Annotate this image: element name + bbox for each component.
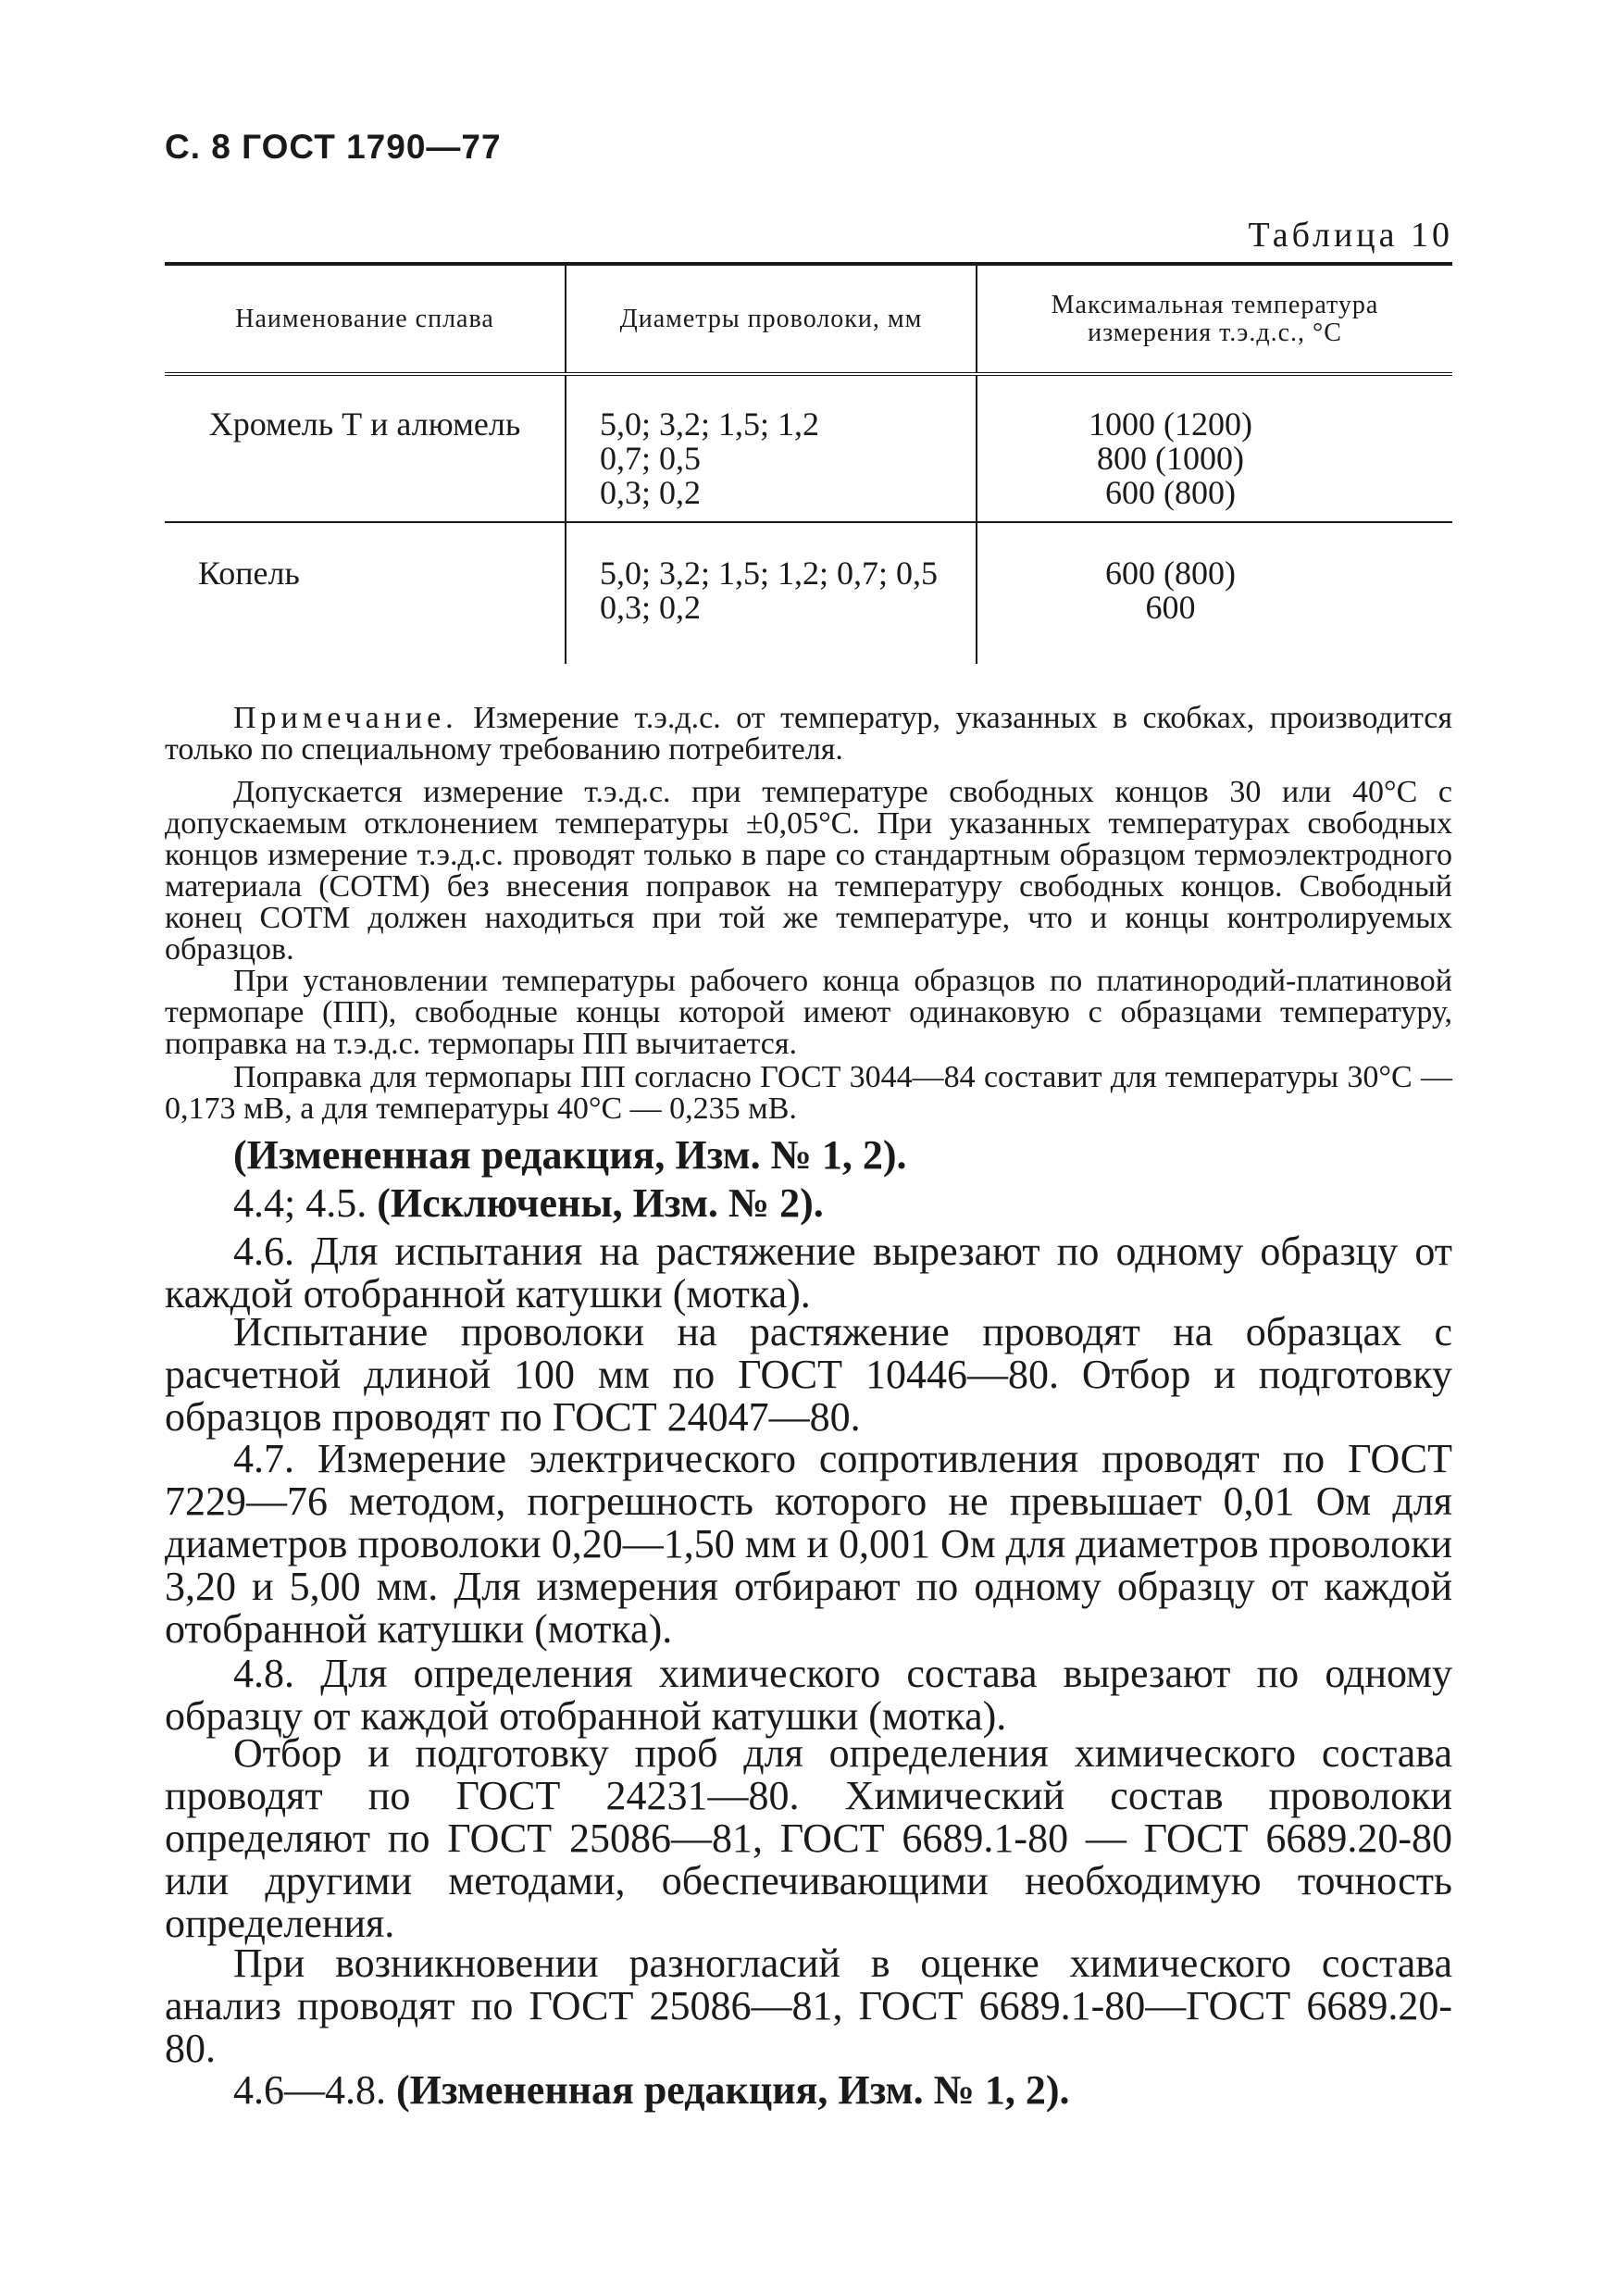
diameter-line: 5,0; 3,2; 1,5; 1,2 <box>600 406 820 443</box>
excluded-clauses <box>165 1182 1452 1225</box>
diameter-line: 0,7; 0,5 <box>600 440 702 477</box>
excluded-prefix: 4.4; 4.5. <box>233 1180 378 1226</box>
page-header: С. 8 ГОСТ 1790—77 <box>165 128 502 166</box>
table-row <box>165 522 1452 664</box>
temperature-cell <box>977 374 1452 522</box>
data-table <box>165 262 1452 664</box>
alloy-name: Копель <box>198 555 300 592</box>
table-note <box>165 703 1452 766</box>
temperature-line: 800 (1000) <box>1097 440 1244 477</box>
table-row <box>165 374 1452 522</box>
note-text: Измерение т.э.д.с. от температур, указанных в скобках, производится только по специальному требованию потребителя. <box>165 701 1452 767</box>
table-caption: Таблица 10 <box>1248 216 1453 255</box>
final-prefix: 4.6—4.8. <box>233 2067 396 2113</box>
note-paragraph: Поправка для термопары ПП согласно ГОСТ 3044—84 составит для температуры 30°С — 0,173 мВ, а для температуры 40°С — 0,235 мВ. <box>165 1060 1452 1126</box>
temperature-line: 600 (800) <box>1105 474 1236 511</box>
amendment-note: (Измененная редакция, Изм. № 1, 2). <box>233 1132 907 1178</box>
alloy-name: Хромель Т и алюмель <box>165 374 566 522</box>
diameters-cell <box>566 374 977 522</box>
paragraph-4-6: 4.6. Для испытания на растяжение вырезают по одному образцу от каждой отобранной катушки (мотка). <box>165 1229 1452 1316</box>
excluded-note: (Исключены, Изм. № 2). <box>377 1180 824 1226</box>
diameter-line: 5,0; 3,2; 1,5; 1,2; 0,7; 0,5 <box>600 555 939 592</box>
temperature-line: 1000 (1200) <box>1089 406 1252 443</box>
table-header-row <box>165 264 1452 374</box>
note-label: Примечание. <box>233 701 458 735</box>
note-paragraph: Допускается измерение т.э.д.с. при температуре свободных концов 30 или 40°С с допускаемым отклонением температуры ±0,05°С. При указанных температурах свободных концов измерение т.э.д.с. проводят только в паре со стандартным образцом термоэлектродного материала (СОТМ) без внесения поправок на температуру свободных концов. Свободный конец СОТМ должен находиться при той же температуре, что и концы контролируемых образцов. <box>165 775 1452 967</box>
final-amendment-note: (Измененная редакция, Изм. № 1, 2). <box>396 2067 1070 2113</box>
temperature-line: 600 (800) <box>1105 555 1236 592</box>
paragraph-4-8-sampling: Отбор и подготовку проб для определения химического состава проводят по ГОСТ 24231—80. Химический состав проволоки определяют по ГОСТ 25086—81, ГОСТ 6689.1-80 — ГОСТ 6689.20-80 или другими методами, обеспечивающими необходимую точность определения. <box>165 1730 1452 1946</box>
column-header-alloy: Наименование сплава <box>165 264 566 374</box>
note-paragraph: При установлении температуры рабочего конца образцов по платинородий-платиновой термопаре (ПП), свободные концы которой имеют одинаковую с образцами температуру, поправка на т.э.д.с. термопары ПП вычитается. <box>165 964 1452 1061</box>
diameters-cell <box>566 522 977 664</box>
temperature-cell <box>977 522 1452 664</box>
final-amendment <box>165 2069 1452 2112</box>
paragraph-4-6-tensile: Испытание проволоки на растяжение проводят на образцах с расчетной длиной 100 мм по ГОСТ 10446—80. Отбор и подготовку образцов проводят по ГОСТ 24047—80. <box>165 1309 1452 1440</box>
column-header-temperature: Максимальная температура измерения т.э.д.с., °С <box>977 264 1452 374</box>
paragraph-4-8: 4.8. Для определения химического состава вырезают по одному образцу от каждой отобранной катушки (мотка). <box>165 1651 1452 1739</box>
diameter-line: 0,3; 0,2 <box>600 474 702 511</box>
diameter-line: 0,3; 0,2 <box>600 589 702 626</box>
paragraph-4-8-disputes: При возникновении разногласий в оценке химического состава анализ проводят по ГОСТ 25086—81, ГОСТ 6689.1-80—ГОСТ 6689.20-80. <box>165 1940 1452 2071</box>
paragraph-4-7: 4.7. Измерение электрического сопротивления проводят по ГОСТ 7229—76 методом, погрешность которого не превышает 0,01 Ом для диаметров проволоки 0,20—1,50 мм и 0,001 Ом для диаметров проволоки 3,20 и 5,00 мм. Для измерения отбирают по одному образцу от каждой отобранной катушки (мотка). <box>165 1436 1452 1652</box>
temperature-line: 600 <box>1145 589 1196 626</box>
column-header-diameters: Диаметры проволоки, мм <box>566 264 977 374</box>
